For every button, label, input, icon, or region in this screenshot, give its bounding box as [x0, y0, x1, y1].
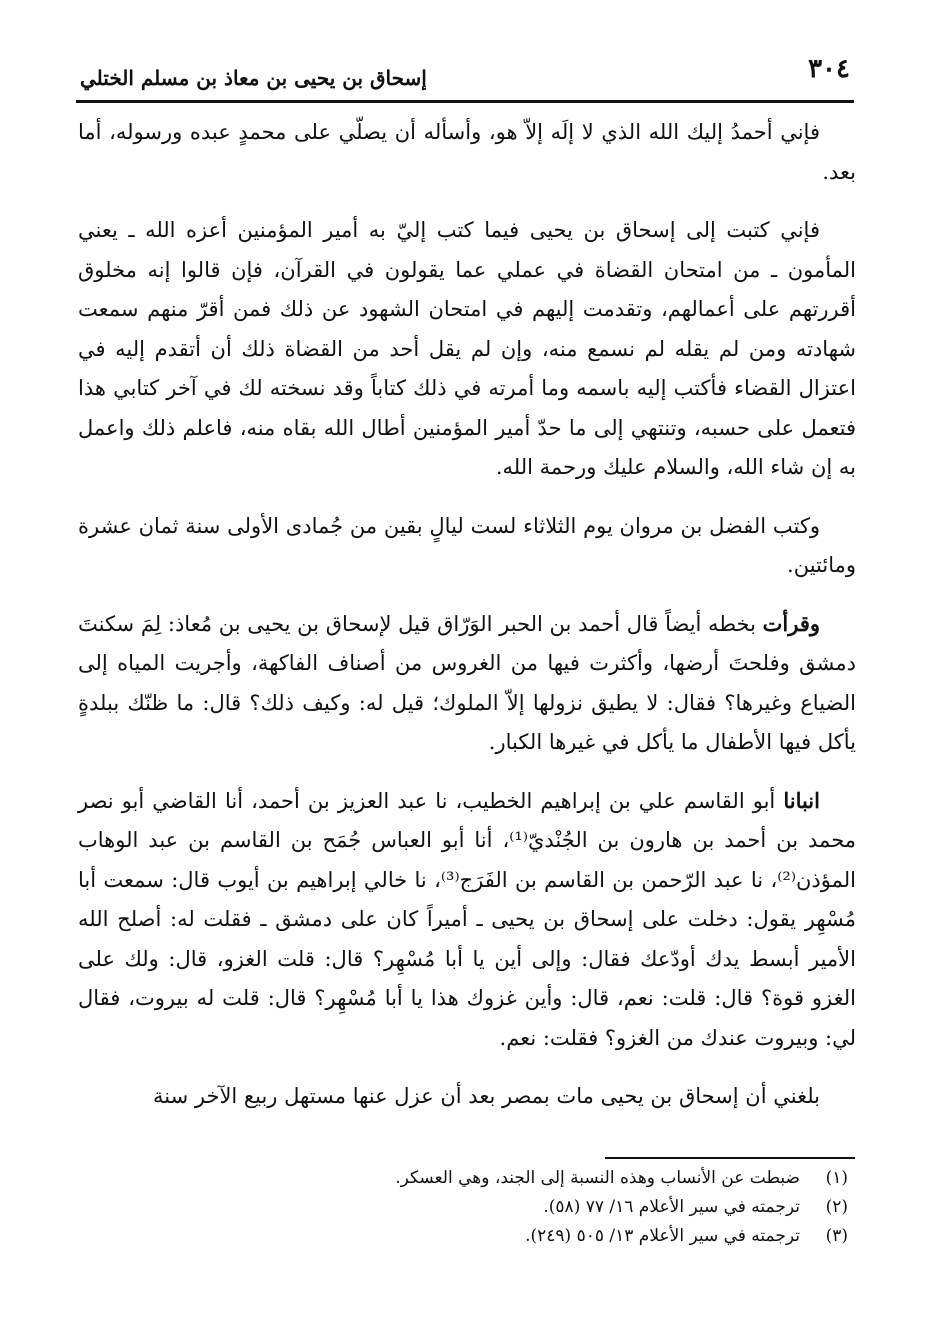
footnote-rule — [605, 1157, 855, 1159]
footnote-2 — [78, 1193, 848, 1222]
paragraph-text: وكتب الفضل بن مروان يوم الثلاثاء لست ليالٍ بقين من جُمادى الأولى سنة ثمان عشرة ومائتين. — [78, 513, 856, 577]
footnote-text: ترجمته في سير الأعلام ١٣/ ٥٠٥ (٢٤٩). — [525, 1226, 800, 1246]
running-title: إسحاق بن يحيى بن معاذ بن مسلم الختلي — [80, 66, 427, 90]
paragraph-4 — [78, 604, 856, 763]
header-rule — [76, 100, 854, 103]
footnote-number: (٣) — [825, 1226, 848, 1246]
paragraph-lead: انبانا — [783, 787, 820, 813]
paragraph-lead: وقرأت — [762, 610, 820, 636]
footnote-1 — [78, 1164, 848, 1193]
paragraph-3 — [78, 506, 856, 586]
paragraph-text: بخطه أيضاً قال أحمد بن الحبر الوَرّاق قيل لإسحاق بن يحيى بن مُعاذ: لِمَ سكنتَ دمشق وفلحتَ أرضها، وأكثرت فيها من الغروس من أصناف الفاكهة، وأجريت المياه إلى الضياع وغيرها؟ فقال: لا يطيق نزولها إلاّ الملوك؛ قيل له: وكيف ذلك؟ قال: ما ظنّك ببلدةٍ يأكل فيها الأطفال ما يأكل في غيرها الكبار. — [78, 611, 856, 754]
page-number: ٣٠٤ — [808, 54, 850, 84]
footnote-3 — [78, 1222, 848, 1251]
footnotes — [78, 1164, 848, 1251]
paragraph-5 — [78, 781, 856, 1059]
paragraph-text: فإني أحمدُ إليك الله الذي لا إلَه إلاّ هو، وأسأله أن يصلّي على محمدٍ عبده ورسوله، أما بعد. — [78, 120, 856, 184]
paragraph-2 — [78, 210, 856, 488]
page-header — [80, 52, 850, 102]
paragraph-1 — [78, 112, 856, 192]
paragraph-6 — [78, 1076, 856, 1117]
paragraph-text: بلغني أن إسحاق بن يحيى مات بمصر بعد أن عزل عنها مستهل ربيع الآخر سنة — [153, 1084, 820, 1108]
body-text — [78, 112, 856, 1135]
footnote-text: ترجمته في سير الأعلام ١٦/ ٧٧ (٥٨). — [543, 1197, 800, 1217]
paragraph-text: أبو القاسم علي بن إبراهيم الخطيب، نا عبد العزيز بن أحمد، أنا القاضي أبو نصر محمد بن أحمد بن هارون بن الجُنْديّ⁽¹⁾، أنا أبو العباس جُمَح بن القاسم بن عبد الوهاب المؤذن⁽²⁾، نا عبد الرّحمن بن القاسم بن الفَرَج⁽³⁾، نا خالي إبراهيم بن أيوب قال: سمعت أبا مُسْهِر يقول: دخلت على إسحاق بن يحيى ـ أميراً كان على دمشق ـ فقلت له: أصلح الله الأمير أبسط يدك أودّعك فقال: وإلى أين يا أبا مُسْهِر؟ قال: قلت الغزو، قال: ولك على الغزو قوة؟ قال: قلت: نعم، قال: وأين غزوك هذا يا أبا مُسْهِر؟ قال: قلت له بيروت، فقال لي: وبيروت عندك من الغزو؟ فقلت: نعم. — [78, 788, 856, 1050]
paragraph-text: فإني كتبت إلى إسحاق بن يحيى فيما كتب إليّ به أمير المؤمنين أعزه الله ـ يعني المأمون ـ من امتحان القضاة في عملي عما يقولون في القرآن، فإن قالوا إنه مخلوق أقررتهم على أعمالهم، وتقدمت إليهم في امتحان الشهود عن ذلك فمن أقرّ منهم سمعت شهادته ومن لم يقله لم نسمع منه، وإن لم يقل أحد من القضاة ذلك أن أتقدم إليه في اعتزال القضاء فأكتب إليه باسمه وما أمرته في ذلك كتاباً وقد نسخته لك في آخر كتابي هذا فتعمل على حسبه، وتنتهي إلى ما حدّ أمير المؤمنين أطال الله بقاه منه، فاعلم ذلك واعمل به إن شاء الله، والسلام عليك ورحمة الله. — [78, 218, 856, 479]
footnote-number: (١) — [825, 1168, 848, 1188]
footnote-text: ضبطت عن الأنساب وهذه النسبة إلى الجند، وهي العسكر. — [395, 1168, 800, 1188]
footnote-number: (٢) — [825, 1197, 848, 1217]
